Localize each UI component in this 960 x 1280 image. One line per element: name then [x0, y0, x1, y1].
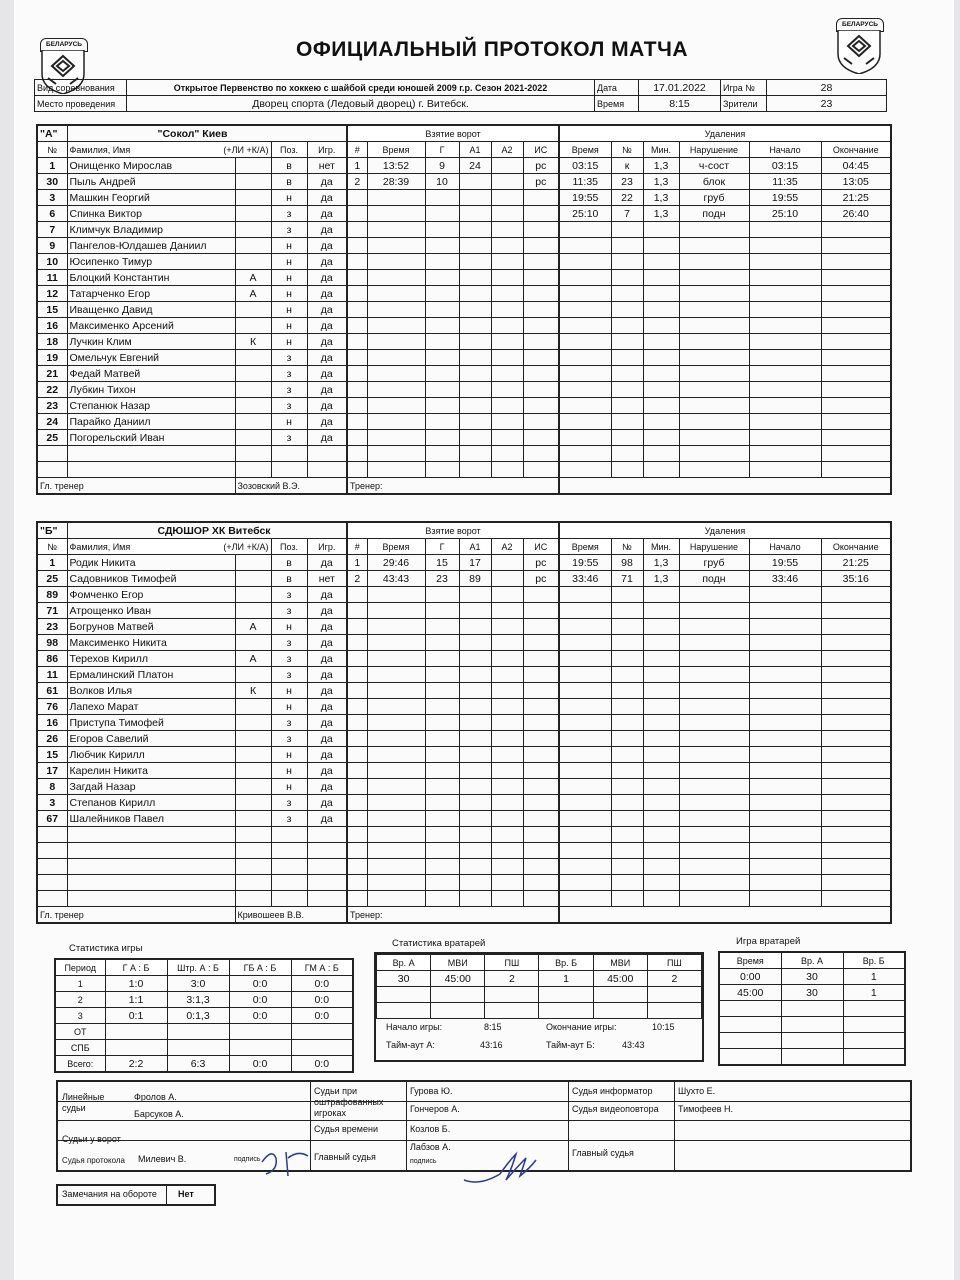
teamA-penalties: Удаления Время № Мин. Нарушение Начало Окончание 03:15 к 1,3 ч-сост 03:15 04:45 11:35 23 1,3 блок 11:35 13:05 19:55 22 1,3 груб 19:55 21:25 25:10 7 1,3 подн 25:10 26:40 — [558, 124, 892, 495]
player-row: 25 Погорельский Иван з да — [37, 430, 347, 446]
player-row: 1 Онищенко Мирослав в нет — [37, 158, 347, 174]
teamA-goals: Взятие ворот # Время Г А1 А2 ИС 1 13:52 9 24 рс 2 28:39 10 рс Тренер: — [346, 124, 560, 495]
player-row: 15 Иващенко Давид н да — [37, 302, 347, 318]
player-row: 25 Садовников Тимофей в нет — [37, 571, 347, 587]
goal-row: 1 13:52 9 24 рс — [347, 158, 559, 174]
player-row-empty — [37, 891, 347, 907]
player-row: 19 Омельчук Евгений з да — [37, 350, 347, 366]
player-row-empty — [37, 446, 347, 462]
player-row: 23 Богрунов Матвей А н да — [37, 619, 347, 635]
stats-row: СПБ — [55, 1040, 353, 1056]
player-row-empty — [37, 827, 347, 843]
scorer-signature — [258, 1142, 318, 1180]
player-row: 6 Спинка Виктор з да — [37, 206, 347, 222]
player-row: 71 Атрощенко Иван з да — [37, 603, 347, 619]
goal-row: 2 28:39 10 рс — [347, 174, 559, 190]
player-row: 86 Терехов Кирилл А з да — [37, 651, 347, 667]
player-row-empty — [37, 859, 347, 875]
stats-row: 3 0:1 0:1,3 0:0 0:0 — [55, 1008, 353, 1024]
player-row-empty — [37, 843, 347, 859]
stats-row: Всего: 2:2 6:3 0:0 0:0 — [55, 1056, 353, 1073]
player-row: 89 Фомченко Егор з да — [37, 587, 347, 603]
officials-box: Линейные судьи Фролов А. Барсуков А. Судьи у ворот Судья протокола Милевич В. подпись Судьи при оштрафованных игроках Гурова Ю. Гончеров А. Судья времени Козлов Б. Главный судья Лабзов А. подпись Судья информатор Шухто Е. Судья видеоповтора Тимофеев Н. Главный судья — [56, 1080, 912, 1172]
belarus-logo-left: БЕЛАРУСЬ — [40, 38, 86, 96]
goal-row: 2 43:43 23 89 рс — [347, 571, 559, 587]
remarks-box: Замечания на обороте Нет — [56, 1184, 216, 1206]
player-row: 9 Пангелов-Юлдашев Даниил н да — [37, 238, 347, 254]
gk-game-title: Игра вратарей — [736, 936, 801, 947]
player-row: 11 Блоцкий Константин А н да — [37, 270, 347, 286]
teamA-roster: "А" "Сокол" Киев № Фамилия, Имя (+ЛИ +К/А) Поз. Игр. 1 Онищенко Мирослав в нет 30 Пыль Андрей в да 3 Машкин Георгий н да 6 Спинка Виктор з да 7 Климчук Владимир з да 9 Пангелов-Юлдашев Даниил н да 10 Юсипенко Тимур н да 11 Блоцкий Константин А н да 12 Татарченко Егор А н да 15 Иващенко Давид н да 16 Максименко Арсений н да 18 Лучкин Клим К н да 19 Омельчук Евгений з да 21 Федай Матвей з да 22 Лубкин Тихон з да 23 Степанюк Назар з да 24 Парайко Даниил н да 25 Погорельский Иван з да Гл. тренер Зозовский В.Э. — [36, 124, 348, 495]
player-row: 98 Максименко Никита з да — [37, 635, 347, 651]
gk-stats-box: Вр. А МВИ ПШ Вр. Б МВИ ПШ 30 45:00 2 1 45:00 2 Начало игры: 8:15 Окончание игры: 10:15 Тайм-аут А: 43:16 Тайм-аут Б: 43:43 — [374, 952, 704, 1062]
penalty-row: 11:35 23 1,3 блок 11:35 13:05 — [559, 174, 891, 190]
player-row: 21 Федай Матвей з да — [37, 366, 347, 382]
player-row: 15 Любчик Кирилл н да — [37, 747, 347, 763]
teamB-goals: Взятие ворот # Время Г А1 А2 ИС 1 29:46 15 17 рс 2 43:43 23 89 рс Тренер: — [346, 521, 560, 924]
gk-stats-title: Статистика вратарей — [392, 938, 486, 949]
player-row: 30 Пыль Андрей в да — [37, 174, 347, 190]
player-row: 3 Машкин Георгий н да — [37, 190, 347, 206]
gk-stats-table: Вр. А МВИ ПШ Вр. Б МВИ ПШ 30 45:00 2 1 45:00 2 — [376, 954, 702, 1019]
player-row-empty — [37, 462, 347, 478]
player-row: 26 Егоров Савелий з да — [37, 731, 347, 747]
player-row: 22 Лубкин Тихон з да — [37, 382, 347, 398]
goal-row: 1 29:46 15 17 рс — [347, 555, 559, 571]
stats-row: 2 1:1 3:1,3 0:0 0:0 — [55, 992, 353, 1008]
player-row-empty — [37, 875, 347, 891]
player-row: 67 Шалейников Павел з да — [37, 811, 347, 827]
stats-row: 1 1:0 3:0 0:0 0:0 — [55, 976, 353, 992]
player-row: 3 Степанов Кирилл з да — [37, 795, 347, 811]
protocol-sheet — [14, 0, 954, 1280]
player-row: 76 Лапехо Марат н да — [37, 699, 347, 715]
player-row: 18 Лучкин Клим К н да — [37, 334, 347, 350]
stats-row: ОТ — [55, 1024, 353, 1040]
player-row: 24 Парайко Даниил н да — [37, 414, 347, 430]
penalty-row: 19:55 22 1,3 груб 19:55 21:25 — [559, 190, 891, 206]
player-row: 11 Ермалинский Платон з да — [37, 667, 347, 683]
player-row: 8 Загдай Назар н да — [37, 779, 347, 795]
penalty-row: 33:46 71 1,3 подн 33:46 35:16 — [559, 571, 891, 587]
player-row: 23 Степанюк Назар з да — [37, 398, 347, 414]
player-row: 61 Волков Илья К н да — [37, 683, 347, 699]
teamB-penalties: Удаления Время № Мин. Нарушение Начало Окончание 19:55 98 1,3 груб 19:55 21:25 33:46 71 1,3 подн 33:46 35:16 — [558, 521, 892, 924]
game-stats-table: Период Г А : Б Штр. А : Б ГБ А : Б ГМ А : Б 1 1:0 3:0 0:0 0:0 2 1:1 3:1,3 0:0 0:0 3 0:1 0:1,3 0:0 0:0 ОТ СПБ Всего: 2:2 6:3 0:0 0:0 — [54, 958, 354, 1073]
belarus-logo-right: БЕЛАРУСЬ — [836, 18, 882, 76]
match-info-table: Вид соревнования Открытое Первенство по хоккею с шайбой среди юношей 2009 г.р. Сезон 2021-2022 Дата 17.01.2022 Игра № 28 Место проведения Дворец спорта (Ледовый дворец) г. Витебск. Время 8:15 Зрители 23 — [34, 79, 887, 112]
stats-title: Статистика игры — [69, 943, 143, 954]
player-row: 10 Юсипенко Тимур н да — [37, 254, 347, 270]
player-row: 1 Родик Никита в да — [37, 555, 347, 571]
gk-game-table: Время Вр. А Вр. Б 0:00 30 1 45:00 30 1 — [718, 951, 906, 1066]
referee-signature — [460, 1146, 540, 1188]
penalty-row: 03:15 к 1,3 ч-сост 03:15 04:45 — [559, 158, 891, 174]
player-row: 16 Максименко Арсений н да — [37, 318, 347, 334]
penalty-row: 25:10 7 1,3 подн 25:10 26:40 — [559, 206, 891, 222]
player-row: 16 Приступа Тимофей з да — [37, 715, 347, 731]
player-row: 7 Климчук Владимир з да — [37, 222, 347, 238]
teamB-roster: "Б" СДЮШОР ХК Витебск № Фамилия, Имя (+ЛИ +К/А) Поз. Игр. 1 Родик Никита в да 25 Садовников Тимофей в нет 89 Фомченко Егор з да 71 Атрощенко Иван з да 23 Богрунов Матвей А н да 98 Максименко Никита з да 86 Терехов Кирилл А з да 11 Ермалинский Платон з да 61 Волков Илья К н да 76 Лапехо Марат н да 16 Приступа Тимофей з да 26 Егоров Савелий з да 15 Любчик Кирилл н да 17 Карелин Никита н да 8 Загдай Назар н да 3 Степанов Кирилл з да 67 Шалейников Павел з да Гл. тренер Кривошеев В.В. — [36, 521, 348, 924]
player-row: 12 Татарченко Егор А н да — [37, 286, 347, 302]
penalty-row: 19:55 98 1,3 груб 19:55 21:25 — [559, 555, 891, 571]
page-title: ОФИЦИАЛЬНЫЙ ПРОТОКОЛ МАТЧА — [296, 38, 689, 61]
player-row: 17 Карелин Никита н да — [37, 763, 347, 779]
